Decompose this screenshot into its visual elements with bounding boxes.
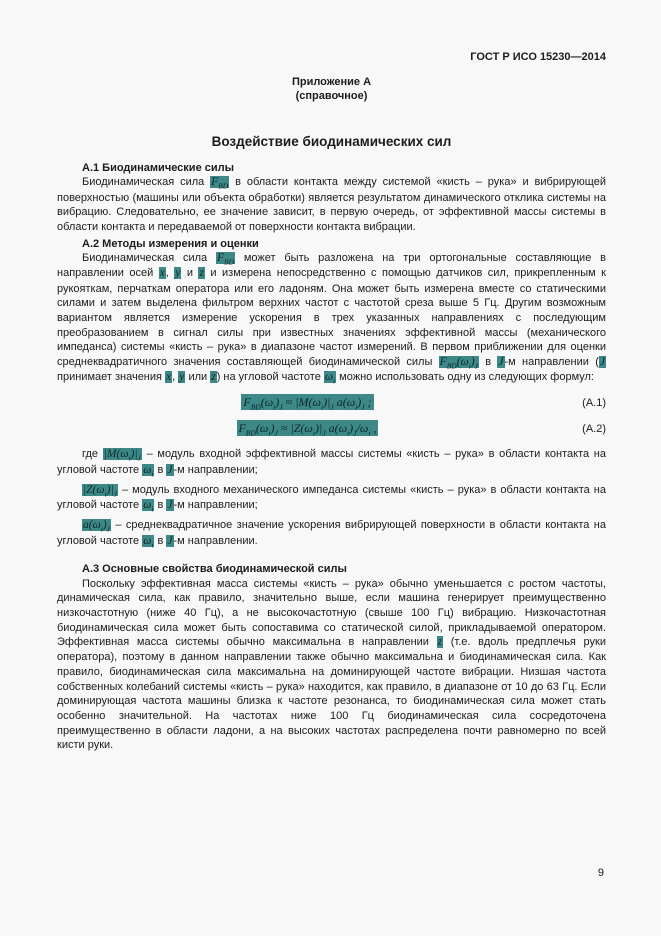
inline-math: J	[599, 355, 605, 368]
inline-math: $F_{BD}(\omega_i)_J \approx |M(\omega_i)|_J$ $a(\omega_i)_J$ ;	[243, 395, 372, 412]
inline-math: y	[179, 371, 185, 384]
inline-math: x	[159, 267, 165, 280]
inline-math: z	[199, 267, 204, 280]
inline-math: $F_{BD}(\omega_i)_J \approx |Z(\omega_i)|_J$ $a(\omega_i)_J/\omega_i$ ,	[238, 421, 377, 438]
section-heading: А.1 Биодинамические силы	[82, 161, 235, 174]
appendix-subtitle: (справочное)	[295, 90, 368, 103]
equation-number: (А.1)	[582, 397, 606, 410]
paragraph: где $|M(\omega_i)|_J$ – модуль входной эффективной массы системы «кисть – рука» в области контакта на угловой частоте $\omega_i$ в J-м направлении;	[57, 448, 606, 478]
paragraph: $|Z(\omega_i)|_J$ – модуль входного механического импеданса системы «кисть – рука» в области контакта на угловой частоте $\omega_i$ в J-м направлении;	[57, 483, 606, 514]
equation-number: (А.2)	[582, 423, 606, 436]
paragraph: Поскольку эффективная масса системы «кисть – рука» обычно уменьшается с ростом частоты, динамическая сила, как правило, значительно выше, если машина генерирует преимущественно низкочастотную (ниже 40 Гц), а не высокочастотную (свыше 100 Гц) вибрацию. Низкочастотная биодинамическая сила может быть сопоставима со статической силой, прикладываемой оператором. Эффективная масса системы обычно максимальна в направлении z (т.е. вдоль предплечья руки оператора), поэтому в данном направлении также обычно максимальна и биодинамическая сила. Как правило, биодинамическая сила максимальна на доминирующей частоте вибрации. Низшая частота собственных колебаний системы «кисть – рука» находится, как правило, в диапазоне от 10 до 63 Гц. Если доминирующая частота машины близка к частоте резонанса, то биодинамическая сила может стать особенно значительной. На частотах ниже 100 Гц биодинамическая сила сосредоточена преимущественно в области ладони, а на высоких частотах распределена почти равномерно по всей кисти руки.	[57, 577, 607, 752]
page-title: Воздействие биодинамических сил	[211, 133, 452, 149]
inline-math: $F_{BD}$	[211, 176, 229, 191]
inline-math: $F_{BD}$	[217, 252, 235, 267]
page-number: 9	[597, 867, 604, 879]
inline-math: y	[175, 267, 181, 280]
inline-math: z	[437, 636, 443, 649]
formula	[57, 421, 558, 437]
inline-math: $\omega_i$	[143, 499, 154, 514]
paragraph: Биодинамическая сила $F_{BD}$ может быть разложена на три ортогональные составляющие в направлении осей x, y и z и измерена непосредственно с помощью датчиков сил, прикрепленным к рукояткам, перчаткам оператора или его ладоням. Она может быть измерена вместе со статическими силами и затем выделена фильтром верхних частот с частотой среза выше 5 Гц. Другим возможным вариантом является измерение ускорения в трех указанных направлениях с последующим преобразованием в сигнал силы при известных значениях эффективной массы (механического импеданса) системы «кисть – рука» в диапазоне частот измерений. В первом приближении для оценки среднеквадратичного значения составляющей биодинамической силы $F_{BD}(\omega_i)_J$ в J-м направлении (J принимает значения x, y или z) на угловой частоте $\omega_i$ можно использовать одну из следующих формул:	[57, 252, 606, 386]
formula-row	[57, 421, 606, 437]
document-number: ГОСТ Р ИСО 15230—2014	[470, 51, 606, 63]
inline-math: $a(\omega_i)_J$	[83, 519, 110, 534]
section-heading: А.2 Методы измерения и оценки	[82, 237, 259, 250]
document-body	[57, 161, 606, 753]
inline-math: $\omega_i$	[143, 463, 154, 478]
inline-math: J	[167, 499, 173, 512]
appendix-header	[57, 76, 606, 104]
inline-math: $\omega_i$	[143, 534, 154, 550]
inline-math: J	[167, 534, 173, 547]
paragraph: $a(\omega_i)_J$ – среднеквадратичное значение ускорения вибрирующей поверхности в области контакта на угловой частоте $\omega_i$ в J-м направлении.	[57, 519, 606, 550]
paragraph: Биодинамическая сила $F_{BD}$ в области контакта между системой «кисть – рука» и вибрирующей поверхностью (машины или объекта обработки) является результатом динамического отклика системы на вибрацию. Следовательно, ее значение зависит, в первую очередь, от эффективной массы системы в области контакта и передаваемой от поверхности контакта вибрации.	[57, 176, 606, 233]
inline-math: x	[166, 371, 172, 384]
inline-math: J	[498, 355, 504, 368]
formula	[57, 395, 558, 411]
inline-math: z	[211, 371, 216, 384]
inline-math: $|M(\omega_i)|_J$	[103, 448, 141, 463]
appendix-title: Приложение А	[291, 76, 372, 89]
inline-math: $F_{BD}(\omega_i)_J$	[439, 355, 478, 371]
inline-math: $\omega_i$	[324, 371, 336, 386]
inline-math: $|Z(\omega_i)|_J$	[83, 483, 117, 499]
section-heading: А.3 Основные свойства биодинамической силы	[82, 563, 347, 576]
formula-row	[57, 395, 606, 411]
inline-math: J	[167, 463, 173, 476]
